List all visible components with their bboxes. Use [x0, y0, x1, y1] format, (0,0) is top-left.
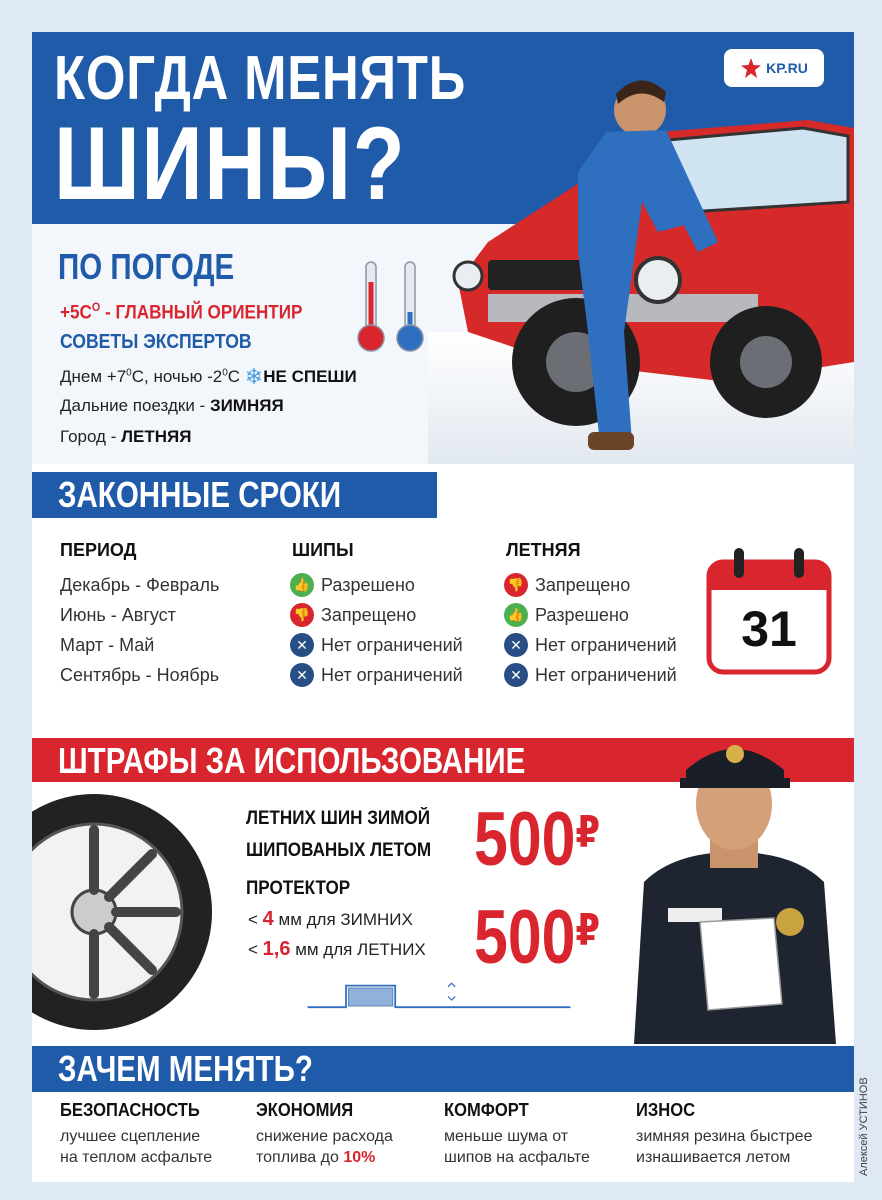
why-banner	[32, 1046, 854, 1092]
line3-prefix: Город -	[60, 427, 122, 446]
period-cell: Июнь - Август	[60, 605, 176, 625]
summer-cell	[504, 603, 629, 627]
summer-text: Запрещено	[535, 574, 631, 595]
why-text-line: снижение расхода	[256, 1128, 393, 1145]
fine-amount-1	[474, 797, 600, 882]
studs-cell	[290, 663, 463, 687]
why-text-line	[256, 1147, 393, 1168]
studs-text: Разрешено	[321, 574, 415, 595]
fine-line-2: ШИПОВАНЫХ ЛЕТОМ	[246, 840, 432, 861]
tread-summer-text: мм для ЛЕТНИХ	[290, 940, 426, 959]
fine-amount-2	[474, 895, 600, 980]
studs-cell	[290, 633, 463, 657]
period-cell: Сентябрь - Ноябрь	[60, 665, 220, 685]
summer-text: Нет ограничений	[535, 634, 677, 655]
why-item-text	[636, 1126, 812, 1168]
line2-prefix: Дальние поездки -	[60, 396, 210, 415]
line1-suffix: С	[227, 367, 241, 386]
weather-line-2	[60, 396, 284, 416]
studs-text: Нет ограничений	[321, 634, 463, 655]
title-line-1: КОГДА МЕНЯТЬ	[54, 44, 467, 113]
col-period-header: ПЕРИОД	[60, 540, 137, 560]
tread-summer-value: 1,6	[262, 938, 291, 960]
tire-icon	[32, 792, 212, 1032]
tread-winter-value: 4	[262, 908, 274, 930]
main-text: - ГЛАВНЫЙ ОРИЕНТИР	[100, 302, 303, 324]
cross-icon: ✕	[290, 663, 314, 687]
period-cell: Декабрь - Февраль	[60, 575, 220, 595]
legal-banner	[32, 472, 437, 518]
fines-section	[32, 782, 854, 1044]
weather-title: ПО ПОГОДЕ	[58, 246, 235, 287]
studs-cell	[290, 603, 416, 627]
tread-winter	[248, 908, 413, 931]
why-item-title: ИЗНОС	[636, 1100, 696, 1120]
why-item-title: КОМФОРТ	[444, 1100, 529, 1120]
line1-bold: НЕ СПЕШИ	[263, 367, 357, 386]
tread-title: ПРОТЕКТОР	[246, 878, 351, 899]
why-item-text	[256, 1126, 393, 1168]
infographic	[32, 32, 854, 1182]
studs-text: Запрещено	[321, 604, 417, 625]
line1-mid: С, ночью -2	[131, 367, 223, 386]
studs-text: Нет ограничений	[321, 664, 463, 685]
fines-banner-text: ШТРАФЫ ЗА ИСПОЛЬЗОВАНИЕ	[58, 740, 526, 781]
why-text-part: топлива до	[256, 1149, 344, 1166]
cross-icon: ✕	[290, 633, 314, 657]
why-text-line: на теплом асфальте	[60, 1149, 213, 1166]
why-item-text	[60, 1126, 212, 1168]
legal-banner-text: ЗАКОННЫЕ СРОКИ	[58, 474, 342, 515]
why-item-title: БЕЗОПАСНОСТЬ	[60, 1100, 200, 1120]
why-banner-text: ЗАЧЕМ МЕНЯТЬ?	[58, 1048, 313, 1089]
cross-icon: ✕	[504, 633, 528, 657]
col-studs-header: ШИПЫ	[292, 540, 354, 560]
mechanic-car-illustration	[428, 32, 854, 464]
thumbs-up-icon: 👍	[504, 603, 528, 627]
ruble-icon: ₽	[575, 906, 600, 955]
tread-winter-text: мм для ЗИМНИХ	[273, 910, 413, 929]
why-text-line: шипов на асфальте	[444, 1149, 590, 1166]
police-officer-illustration	[614, 722, 854, 1044]
why-text-line: изнашивается летом	[636, 1149, 791, 1166]
tread-summer	[248, 938, 426, 961]
tread-winter-prefix: <	[248, 910, 263, 929]
why-highlight: 10%	[343, 1149, 376, 1166]
weather-main	[60, 300, 302, 324]
summer-cell	[504, 633, 677, 657]
weather-line-1	[60, 364, 357, 390]
weather-subtitle: СОВЕТЫ ЭКСПЕРТОВ	[60, 331, 252, 353]
studs-cell	[290, 573, 415, 597]
logo-text: KP.RU	[766, 60, 808, 76]
line3-bold: ЛЕТНЯЯ	[121, 427, 192, 446]
thumbs-up-icon: 👍	[290, 573, 314, 597]
summer-cell	[504, 663, 677, 687]
main-temp: +5С	[60, 302, 92, 324]
calendar-day: 31	[741, 601, 797, 657]
why-item-title: ЭКОНОМИЯ	[256, 1100, 354, 1120]
fine-line-1: ЛЕТНИХ ШИН ЗИМОЙ	[246, 808, 431, 829]
thumbs-down-icon: 👎	[290, 603, 314, 627]
cross-icon: ✕	[504, 663, 528, 687]
why-text-line: меньше шума от	[444, 1128, 569, 1145]
summer-text: Разрешено	[535, 604, 629, 625]
line2-bold: ЗИМНЯЯ	[209, 396, 284, 415]
summer-cell	[504, 573, 630, 597]
line1-degree-2: 0	[222, 367, 228, 379]
title-line-2: ШИНЫ?	[54, 106, 407, 222]
why-text-line: лучшее сцепление	[60, 1128, 201, 1145]
why-item-text	[444, 1126, 590, 1168]
amount-2-value: 500	[474, 895, 576, 980]
summer-text: Нет ограничений	[535, 664, 677, 685]
snowflake-icon: ❄	[244, 364, 264, 389]
weather-line-3	[60, 427, 191, 447]
col-summer-header: ЛЕТНЯЯ	[506, 540, 581, 560]
thermometers-icon	[356, 260, 436, 356]
legal-section	[32, 518, 854, 710]
why-text-line: зимняя резина быстрее	[636, 1128, 813, 1145]
amount-1-value: 500	[474, 797, 576, 882]
author-credit: Алексей УСТИНОВ	[858, 1077, 870, 1176]
line1-prefix: Днем +7	[60, 367, 127, 386]
why-section	[32, 1092, 854, 1182]
page-title	[54, 44, 467, 222]
main-temp-degree: О	[91, 300, 101, 314]
line1-degree-1: 0	[126, 367, 132, 379]
period-cell: Март - Май	[60, 635, 155, 655]
tread-depth-diagram	[218, 976, 660, 1012]
thumbs-down-icon: 👎	[504, 573, 528, 597]
tread-summer-prefix: <	[248, 940, 263, 959]
ruble-icon: ₽	[575, 808, 600, 857]
